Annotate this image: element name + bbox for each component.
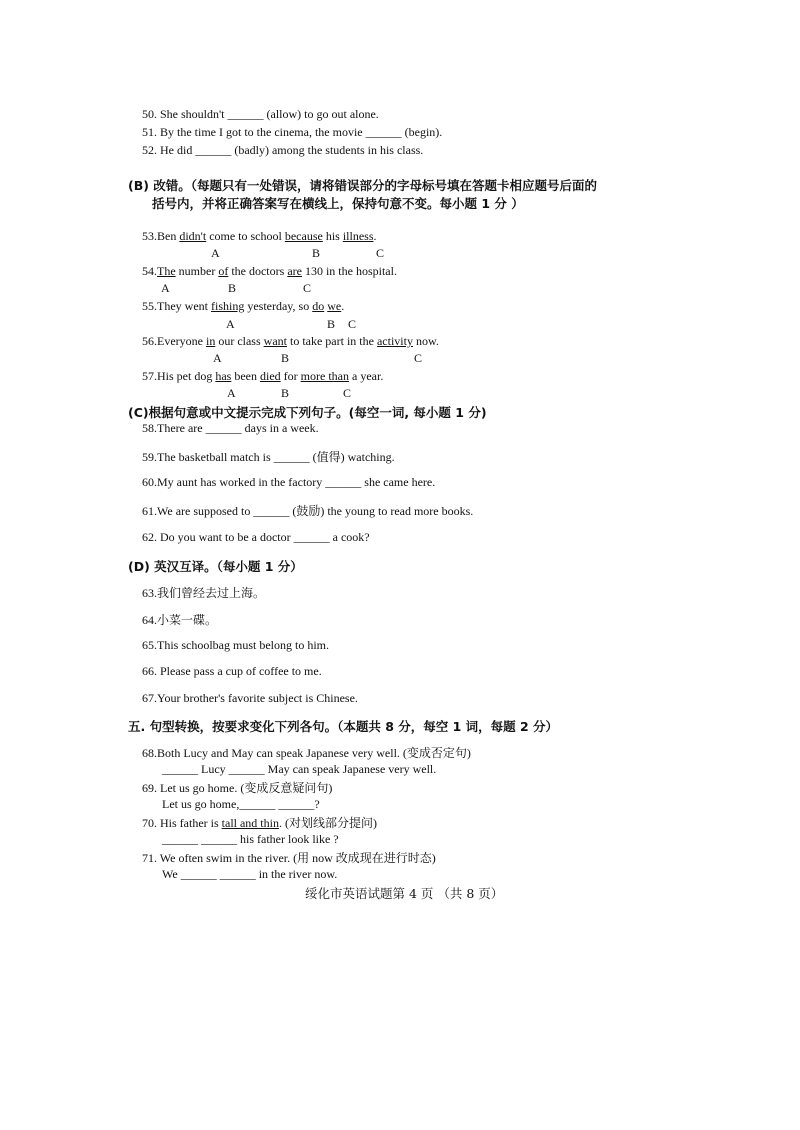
question-68-answer-line: ______ Lucy ______ May can speak Japanese very well. <box>162 762 437 776</box>
option-c-text: activity <box>376 334 413 348</box>
question-54: 54.The number of the doctors are 130 in the hospital. <box>142 264 397 278</box>
question-55: 55.They went fishing yesterday, so do we. <box>142 299 345 313</box>
page-footer: 绥化市英语试题第 4 页 （共 8 页） <box>305 886 504 901</box>
question-71: 71. We often swim in the river. (用 now 改成现在进行时态) <box>142 851 436 865</box>
question-62: 62. Do you want to be a doctor ______ a cook? <box>142 530 370 544</box>
option-c-text: we <box>327 299 342 313</box>
option-c-text: more than <box>300 369 349 383</box>
question-50: 50. She shouldn't ______ (allow) to go out alone. <box>142 107 379 121</box>
letter-a: A <box>226 317 235 331</box>
question-71-answer-line: We ______ ______ in the river now. <box>162 867 338 881</box>
question-70: 70. His father is tall and thin. (对划线部分提问) <box>142 816 377 830</box>
letter-c: C <box>303 281 312 295</box>
letter-a: A <box>211 246 220 260</box>
underlined-part: tall and thin <box>221 816 279 830</box>
question-59: 59.The basketball match is ______ (值得) watching. <box>142 450 395 464</box>
question-53: 53.Ben didn't come to school because his illness. <box>142 229 377 243</box>
question-67: 67.Your brother's favorite subject is Chinese. <box>142 691 358 705</box>
option-b-text: do <box>312 299 325 313</box>
letter-b: B <box>327 317 336 331</box>
letter-c: C <box>343 386 352 400</box>
letter-a: A <box>213 351 222 365</box>
option-b-text: of <box>218 264 229 278</box>
question-69-answer-line: Let us go home,______ ______? <box>162 797 320 811</box>
question-63: 63.我们曾经去过上海。 <box>142 586 266 600</box>
question-69: 69. Let us go home. (变成反意疑问句) <box>142 781 333 795</box>
letter-c: C <box>348 317 357 331</box>
question-61: 61.We are supposed to ______ (鼓励) the young to read more books. <box>142 504 474 518</box>
option-a-text: The <box>157 264 176 278</box>
letter-a: A <box>227 386 236 400</box>
option-b-text: because <box>284 229 323 243</box>
option-b-text: died <box>260 369 281 383</box>
question-68: 68.Both Lucy and May can speak Japanese very well. (变成否定句) <box>142 746 471 760</box>
option-b-text: want <box>263 334 287 348</box>
letter-b: B <box>228 281 237 295</box>
option-c-text: are <box>287 264 302 278</box>
option-c-text: illness <box>342 229 374 243</box>
question-64: 64.小菜一碟。 <box>142 613 218 627</box>
question-56: 56.Everyone in our class want to take part in the activity now. <box>142 334 439 348</box>
option-a-text: didn't <box>179 229 207 243</box>
option-a-text: fishing <box>210 299 245 313</box>
question-51: 51. By the time I got to the cinema, the movie ______ (begin). <box>142 125 443 139</box>
question-58: 58.There are ______ days in a week. <box>142 421 319 435</box>
section-5-heading: 五. 句型转换，按要求变化下列各句。（本题共 8 分，每空 1 词，每题 2 分） <box>128 719 559 734</box>
question-70-answer-line: ______ ______ his father look like ? <box>162 832 339 846</box>
question-66: 66. Please pass a cup of coffee to me. <box>142 664 322 678</box>
section-c-heading: (C)根据句意或中文提示完成下列句子。(每空一词, 每小题 1 分) <box>128 405 487 420</box>
section-b-heading: (B) 改错。（每题只有一处错误，请将错误部分的字母标号填在答题卡相应题号后面的 <box>128 178 598 193</box>
section-d-heading: (D) 英汉互译。（每小题 1 分） <box>128 559 303 574</box>
letter-b: B <box>312 246 321 260</box>
question-60: 60.My aunt has worked in the factory ______ she came here. <box>142 475 436 489</box>
section-b-heading-cont: 括号内，并将正确答案写在横线上，保持句意不变。每小题 1 分 ） <box>152 196 524 211</box>
question-52: 52. He did ______ (badly) among the students in his class. <box>142 143 424 157</box>
letter-b: B <box>281 351 290 365</box>
option-a-text: has <box>215 369 232 383</box>
letter-c: C <box>414 351 423 365</box>
question-65: 65.This schoolbag must belong to him. <box>142 638 329 652</box>
letter-b: B <box>281 386 290 400</box>
letter-c: C <box>376 246 385 260</box>
question-57: 57.His pet dog has been died for more than a year. <box>142 369 384 383</box>
letter-a: A <box>161 281 170 295</box>
option-a-text: in <box>205 334 216 348</box>
